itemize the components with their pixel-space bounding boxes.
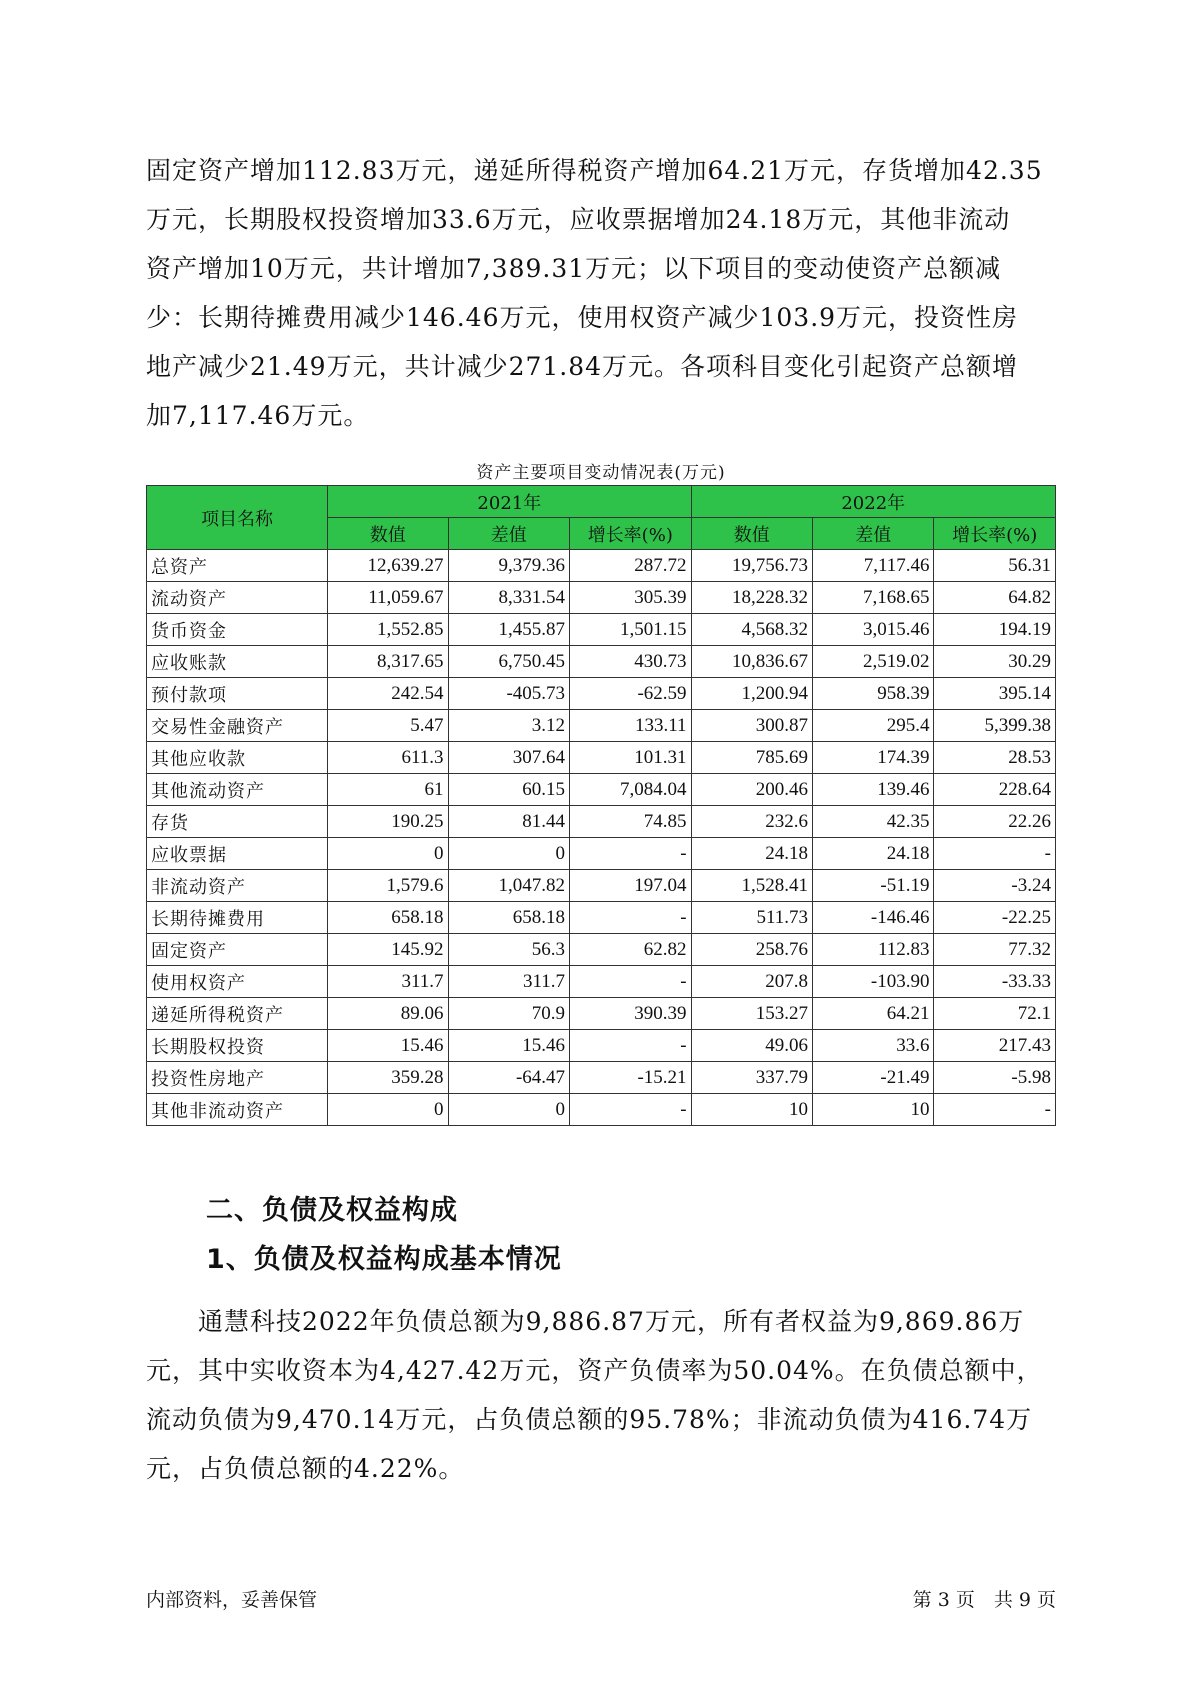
table-cell: 49.06 xyxy=(691,1030,812,1062)
intro-paragraph xyxy=(146,146,1056,440)
table-row xyxy=(147,678,1056,710)
table-cell: 19,756.73 xyxy=(691,550,812,582)
row-item-name: 应收账款 xyxy=(147,646,328,678)
table-cell: 4,568.32 xyxy=(691,614,812,646)
row-item-name: 货币资金 xyxy=(147,614,328,646)
liability-paragraph xyxy=(146,1297,1056,1493)
table-caption: 资产主要项目变动情况表(万元) xyxy=(476,463,726,483)
table-cell: 658.18 xyxy=(328,902,448,934)
subsection-heading: 1、负债及权益构成基本情况 xyxy=(206,1244,562,1275)
table-cell: 77.32 xyxy=(934,934,1056,966)
row-item-name: 其他非流动资产 xyxy=(147,1094,328,1126)
subheader-growth-rate: 增长率(%) xyxy=(570,518,692,550)
table-cell: -62.59 xyxy=(570,678,692,710)
table-cell: 1,047.82 xyxy=(448,870,569,902)
table-cell: 0 xyxy=(328,1094,448,1126)
row-item-name: 非流动资产 xyxy=(147,870,328,902)
table-cell: 305.39 xyxy=(570,582,692,614)
table-cell: 1,455.87 xyxy=(448,614,569,646)
table-row xyxy=(147,838,1056,870)
table-cell: -103.90 xyxy=(813,966,934,998)
row-item-name: 长期股权投资 xyxy=(147,1030,328,1062)
table-cell: 217.43 xyxy=(934,1030,1056,1062)
table-row xyxy=(147,1094,1056,1126)
body-line: 流动负债为9,470.14万元，占负债总额的95.78%；非流动负债为416.74万 xyxy=(146,1405,1033,1434)
row-item-name: 长期待摊费用 xyxy=(147,902,328,934)
table-cell: 12,639.27 xyxy=(328,550,448,582)
table-row xyxy=(147,646,1056,678)
table-cell: 2,519.02 xyxy=(813,646,934,678)
table-cell: - xyxy=(570,838,692,870)
table-cell: 10 xyxy=(813,1094,934,1126)
row-item-name: 其他应收款 xyxy=(147,742,328,774)
subheader-difference: 差值 xyxy=(813,518,934,550)
table-cell: -3.24 xyxy=(934,870,1056,902)
table-row xyxy=(147,582,1056,614)
section-heading: 二、负债及权益构成 xyxy=(206,1195,458,1226)
table-cell: 72.1 xyxy=(934,998,1056,1030)
table-cell: - xyxy=(570,1094,692,1126)
table-cell: -21.49 xyxy=(813,1062,934,1094)
table-row xyxy=(147,1062,1056,1094)
table-cell: 62.82 xyxy=(570,934,692,966)
table-cell: 1,501.15 xyxy=(570,614,692,646)
subheader-value: 数值 xyxy=(691,518,812,550)
table-cell: 89.06 xyxy=(328,998,448,1030)
table-cell: 395.14 xyxy=(934,678,1056,710)
table-cell: 101.31 xyxy=(570,742,692,774)
table-cell: 15.46 xyxy=(328,1030,448,1062)
year-header-2021: 2021年 xyxy=(328,486,691,518)
row-item-name: 投资性房地产 xyxy=(147,1062,328,1094)
table-cell: 311.7 xyxy=(328,966,448,998)
table-cell: 30.29 xyxy=(934,646,1056,678)
intro-line: 加7,117.46万元。 xyxy=(146,401,370,430)
row-item-name: 使用权资产 xyxy=(147,966,328,998)
table-cell: 228.64 xyxy=(934,774,1056,806)
table-cell: 10,836.67 xyxy=(691,646,812,678)
table-row xyxy=(147,1030,1056,1062)
intro-line: 少：长期待摊费用减少146.46万元，使用权资产减少103.9万元，投资性房 xyxy=(146,303,1019,332)
row-item-name: 固定资产 xyxy=(147,934,328,966)
table-cell: - xyxy=(570,1030,692,1062)
table-row xyxy=(147,934,1056,966)
table-cell: - xyxy=(934,838,1056,870)
table-cell: 511.73 xyxy=(691,902,812,934)
table-cell: 197.04 xyxy=(570,870,692,902)
table-cell: 295.4 xyxy=(813,710,934,742)
table-cell: 1,200.94 xyxy=(691,678,812,710)
subheader-difference: 差值 xyxy=(448,518,569,550)
table-cell: 3,015.46 xyxy=(813,614,934,646)
table-cell: 5,399.38 xyxy=(934,710,1056,742)
row-item-name: 存货 xyxy=(147,806,328,838)
table-cell: 7,168.65 xyxy=(813,582,934,614)
table-cell: 307.64 xyxy=(448,742,569,774)
table-cell: 3.12 xyxy=(448,710,569,742)
table-row xyxy=(147,902,1056,934)
table-cell: 242.54 xyxy=(328,678,448,710)
table-cell: 1,528.41 xyxy=(691,870,812,902)
row-item-name: 其他流动资产 xyxy=(147,774,328,806)
table-cell: 5.47 xyxy=(328,710,448,742)
table-cell: 287.72 xyxy=(570,550,692,582)
table-cell: 390.39 xyxy=(570,998,692,1030)
table-cell: 337.79 xyxy=(691,1062,812,1094)
table-cell: 785.69 xyxy=(691,742,812,774)
table-cell: 174.39 xyxy=(813,742,934,774)
table-cell: 112.83 xyxy=(813,934,934,966)
footer-confidential-note: 内部资料，妥善保管 xyxy=(146,1589,318,1611)
table-cell: 18,228.32 xyxy=(691,582,812,614)
table-cell: 300.87 xyxy=(691,710,812,742)
table-row xyxy=(147,710,1056,742)
table-cell: -146.46 xyxy=(813,902,934,934)
table-cell: 194.19 xyxy=(934,614,1056,646)
table-row xyxy=(147,742,1056,774)
table-cell: 22.26 xyxy=(934,806,1056,838)
table-row xyxy=(147,870,1056,902)
intro-line: 地产减少21.49万元，共计减少271.84万元。各项科目变化引起资产总额增 xyxy=(146,352,1019,381)
table-cell: -405.73 xyxy=(448,678,569,710)
subheader-growth-rate: 增长率(%) xyxy=(934,518,1056,550)
table-body xyxy=(147,550,1056,1126)
table-cell: 61 xyxy=(328,774,448,806)
footer-page-number: 第 3 页 共 9 页 xyxy=(912,1589,1056,1611)
table-cell: 8,317.65 xyxy=(328,646,448,678)
table-cell: 11,059.67 xyxy=(328,582,448,614)
body-line: 通慧科技2022年负债总额为9,886.87万元，所有者权益为9,869.86万 xyxy=(146,1307,1025,1336)
row-item-name: 递延所得税资产 xyxy=(147,998,328,1030)
item-name-header: 项目名称 xyxy=(147,486,328,550)
table-cell: 139.46 xyxy=(813,774,934,806)
table-cell: 15.46 xyxy=(448,1030,569,1062)
table-cell: 359.28 xyxy=(328,1062,448,1094)
table-cell: 1,552.85 xyxy=(328,614,448,646)
table-cell: 24.18 xyxy=(691,838,812,870)
table-cell: -22.25 xyxy=(934,902,1056,934)
body-line: 元，占负债总额的4.22%。 xyxy=(146,1454,465,1483)
table-cell: - xyxy=(570,966,692,998)
table-row xyxy=(147,774,1056,806)
intro-line: 资产增加10万元，共计增加7,389.31万元；以下项目的变动使资产总额减 xyxy=(146,254,1002,283)
subheader-value: 数值 xyxy=(328,518,448,550)
table-cell: 9,379.36 xyxy=(448,550,569,582)
row-item-name: 应收票据 xyxy=(147,838,328,870)
table-cell: 81.44 xyxy=(448,806,569,838)
table-cell: 0 xyxy=(328,838,448,870)
row-item-name: 交易性金融资产 xyxy=(147,710,328,742)
body-line: 元，其中实收资本为4,427.42万元，资产负债率为50.04%。在负债总额中， xyxy=(146,1356,1043,1385)
row-item-name: 总资产 xyxy=(147,550,328,582)
table-cell: 6,750.45 xyxy=(448,646,569,678)
intro-line: 固定资产增加112.83万元，递延所得税资产增加64.21万元，存货增加42.35 xyxy=(146,156,1043,185)
table-cell: 56.3 xyxy=(448,934,569,966)
table-cell: 1,579.6 xyxy=(328,870,448,902)
table-cell: 7,117.46 xyxy=(813,550,934,582)
table-cell: 200.46 xyxy=(691,774,812,806)
table-cell: 60.15 xyxy=(448,774,569,806)
table-row xyxy=(147,966,1056,998)
table-cell: 658.18 xyxy=(448,902,569,934)
table-row xyxy=(147,806,1056,838)
table-cell: 258.76 xyxy=(691,934,812,966)
table-cell: -51.19 xyxy=(813,870,934,902)
table-cell: 7,084.04 xyxy=(570,774,692,806)
table-cell: 611.3 xyxy=(328,742,448,774)
table-cell: 190.25 xyxy=(328,806,448,838)
table-row xyxy=(147,550,1056,582)
table-cell: 42.35 xyxy=(813,806,934,838)
table-row xyxy=(147,614,1056,646)
table-cell: 70.9 xyxy=(448,998,569,1030)
table-cell: - xyxy=(934,1094,1056,1126)
table-cell: 145.92 xyxy=(328,934,448,966)
table-cell: 10 xyxy=(691,1094,812,1126)
table-cell: 56.31 xyxy=(934,550,1056,582)
row-item-name: 预付款项 xyxy=(147,678,328,710)
table-cell: 64.21 xyxy=(813,998,934,1030)
table-cell: 8,331.54 xyxy=(448,582,569,614)
table-cell: 28.53 xyxy=(934,742,1056,774)
table-cell: -64.47 xyxy=(448,1062,569,1094)
row-item-name: 流动资产 xyxy=(147,582,328,614)
year-header-2022: 2022年 xyxy=(691,486,1055,518)
table-row xyxy=(147,998,1056,1030)
table-cell: 153.27 xyxy=(691,998,812,1030)
table-cell: 24.18 xyxy=(813,838,934,870)
table-cell: 311.7 xyxy=(448,966,569,998)
asset-change-table xyxy=(146,485,1056,1126)
table-cell: 207.8 xyxy=(691,966,812,998)
table-cell: 232.6 xyxy=(691,806,812,838)
table-cell: - xyxy=(570,902,692,934)
table-cell: 33.6 xyxy=(813,1030,934,1062)
table-cell: -33.33 xyxy=(934,966,1056,998)
table-cell: 64.82 xyxy=(934,582,1056,614)
table-cell: -15.21 xyxy=(570,1062,692,1094)
intro-line: 万元，长期股权投资增加33.6万元，应收票据增加24.18万元，其他非流动 xyxy=(146,205,1011,234)
table-cell: 0 xyxy=(448,1094,569,1126)
table-cell: 133.11 xyxy=(570,710,692,742)
table-cell: 430.73 xyxy=(570,646,692,678)
table-cell: 958.39 xyxy=(813,678,934,710)
table-cell: 74.85 xyxy=(570,806,692,838)
table-cell: -5.98 xyxy=(934,1062,1056,1094)
table-cell: 0 xyxy=(448,838,569,870)
